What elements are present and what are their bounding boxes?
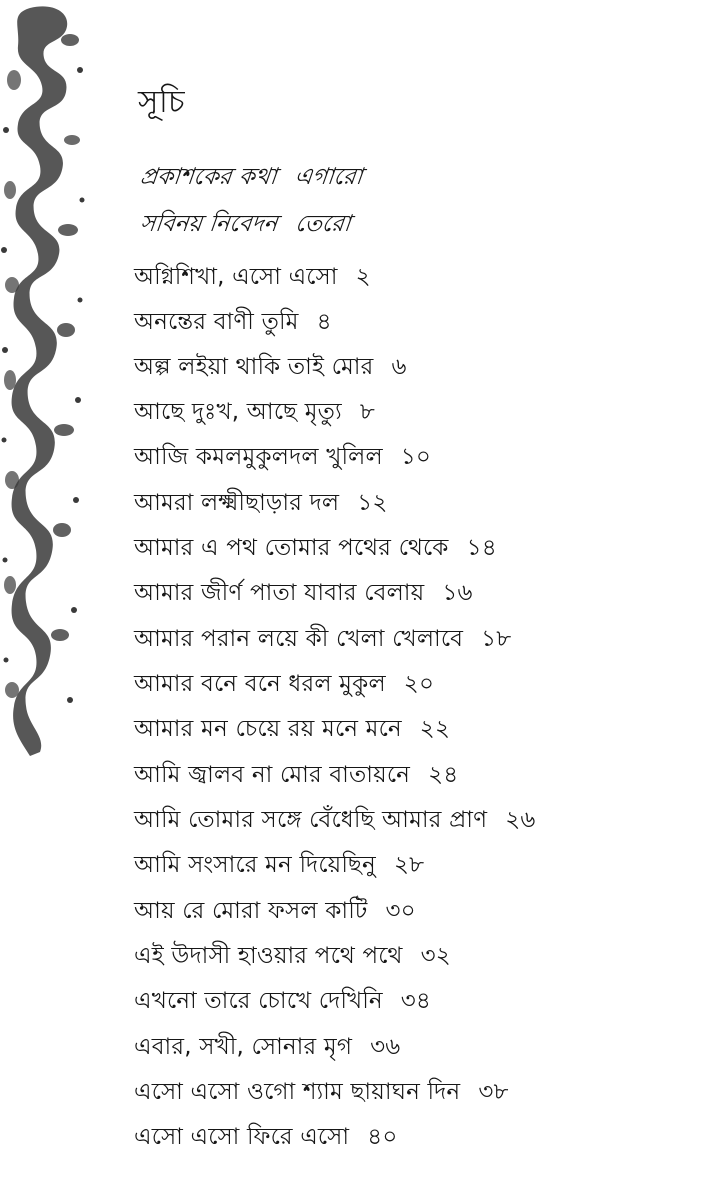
- entry-page-number: ১৮: [481, 626, 512, 652]
- entry-title: অগ্নিশিখা, এসো এসো: [134, 264, 338, 290]
- toc-entry: [134, 620, 511, 659]
- entry-title: এই উদাসী হাওয়ার পথে পথে: [134, 943, 403, 969]
- entry-title: আমার জীর্ণ পাতা যাবার বেলায়: [134, 580, 425, 606]
- entry-page-number: ৪: [316, 309, 332, 335]
- toc-entry: [134, 892, 416, 931]
- toc-entry: [134, 982, 431, 1021]
- front-matter-item: [138, 158, 364, 197]
- page-title: সূচি: [138, 84, 186, 120]
- entry-page-number: ৬: [391, 354, 407, 380]
- toc-entry: [134, 937, 451, 976]
- entry-page-number: ৩৪: [400, 988, 432, 1014]
- toc-entry: [134, 303, 332, 342]
- toc-entry: [134, 348, 407, 387]
- front-matter-item: [138, 205, 353, 244]
- entry-title: আমার বনে বনে ধরল মুকুল: [134, 671, 386, 697]
- front-matter-title: সবিনয় নিবেদন: [138, 211, 279, 237]
- entry-title: এসো এসো ওগো শ্যাম ছায়াঘন দিন: [134, 1079, 461, 1105]
- entry-page-number: ২৮: [393, 852, 425, 878]
- toc-entry: [134, 1073, 509, 1112]
- entry-title: আমি জ্বালব না মোর বাতায়নে: [134, 762, 411, 788]
- entry-title: এখনো তারে চোখে দেখিনি: [134, 988, 383, 1014]
- front-matter-title: প্রকাশকের কথা: [138, 164, 278, 190]
- entry-page-number: ৩৬: [370, 1034, 401, 1060]
- entry-title: আমার পরান লয়ে কী খেলা খেলাবে: [134, 626, 464, 652]
- toc-entry: [134, 756, 458, 795]
- entry-title: আয় রে মোরা ফসল কাটি: [134, 898, 368, 924]
- toc-entry: [134, 574, 473, 613]
- entry-page-number: ২২: [419, 716, 451, 742]
- toc-entry: [134, 258, 371, 297]
- entry-title: অল্প লইয়া থাকি তাই মোর: [134, 354, 374, 380]
- toc-entry: [134, 484, 388, 523]
- entry-page-number: ৩০: [385, 898, 416, 924]
- toc-entry: [134, 1118, 398, 1157]
- toc-entry: [134, 1028, 400, 1067]
- entry-page-number: ১২: [357, 490, 388, 516]
- front-matter-page: তেরো: [294, 211, 352, 237]
- entry-title: অনন্তের বাণী তুমি: [134, 309, 299, 335]
- entry-title: আমি তোমার সঙ্গে বেঁধেছি আমার প্রাণ: [134, 807, 488, 833]
- entry-title: আজি কমলমুকুলদল খুলিল: [134, 444, 383, 470]
- entry-page-number: ৩২: [420, 943, 451, 969]
- entry-title: আমি সংসারে মন দিয়েছিনু: [134, 852, 376, 878]
- entry-page-number: ২০: [403, 671, 435, 697]
- entry-title: এবার, সখী, সোনার মৃগ: [134, 1034, 353, 1060]
- entry-page-number: ৮: [359, 399, 375, 425]
- entry-title: আছে দুঃখ, আছে মৃত্যু: [134, 399, 342, 425]
- toc-entry: [134, 529, 497, 568]
- entry-page-number: ১০: [400, 444, 432, 470]
- entry-page-number: ২৪: [428, 762, 459, 788]
- toc-entry: [134, 665, 434, 704]
- toc-entry: [134, 846, 424, 885]
- front-matter-page: এগারো: [293, 164, 364, 190]
- decorative-border-ornament: [0, 0, 92, 760]
- entry-page-number: ১৬: [442, 580, 473, 606]
- entry-title: এসো এসো ফিরে এসো: [134, 1124, 350, 1150]
- toc-entry: [134, 801, 536, 840]
- toc-entry: [134, 710, 450, 749]
- entry-page-number: ৩৮: [478, 1079, 509, 1105]
- entry-title: আমার এ পথ তোমার পথের থেকে: [134, 535, 449, 561]
- entry-page-number: ৪০: [367, 1124, 398, 1150]
- entry-page-number: ১৪: [466, 535, 497, 561]
- entry-page-number: ২৬: [505, 807, 536, 833]
- entry-title: আমার মন চেয়ে রয় মনে মনে: [134, 716, 402, 742]
- entry-page-number: ২: [355, 264, 371, 290]
- entry-title: আমরা লক্ষ্মীছাড়ার দল: [134, 490, 340, 516]
- toc-entry: [134, 438, 431, 477]
- toc-entry: [134, 393, 375, 432]
